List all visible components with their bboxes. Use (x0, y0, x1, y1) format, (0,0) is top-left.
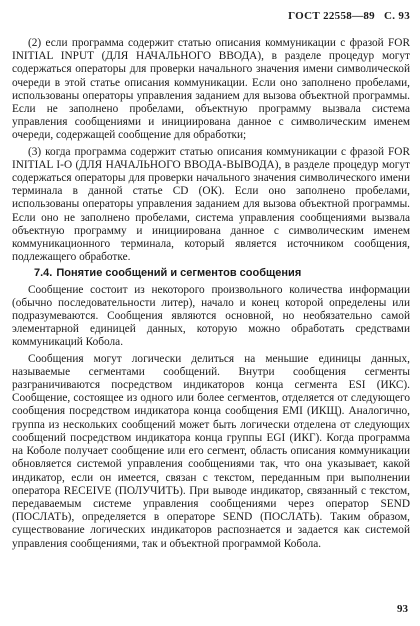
header-page-reference: С. 93 (384, 10, 410, 22)
section-heading (12, 267, 410, 280)
running-header (282, 10, 410, 22)
paragraph-item-3: (3) когда программа содержит статью описания коммуникации с фразой FOR INITIAL I-O (ДЛЯ НАЧАЛЬНОГО ВВОДА-ВЫВОДА), в разделе процедур могут содержаться операторы для проверки начального значения символического имени терминала в данной статье CD (ОК). Если оно заполнено пробелами, использованы операторы управления заданием для вызова объектной программы. Если оно не заполнено пробелами, система управления сообщениями вызвала объектную программу и инициирована данное с символическим именем коммуникационного терминала, который является источником сообщения, подлежащего обработке. (12, 145, 410, 264)
standard-designation: ГОСТ 22558—89 (288, 10, 375, 22)
paragraph-item-2: (2) если программа содержит статью описания коммуникации с фразой FOR INITIAL INPUT (ДЛЯ НАЧАЛЬНОГО ВВОДА), в разделе процедур могут содержаться операторы для проверки начального значения имени символической очереди в этой статье описания коммуникации. Если оно заполнено пробелами, использованы операторы управления заданием для вызова объектной программы. Если не заполнено пробелами, объектную программу вызвала система управления сообщениями и инициирована данное с символическим именем очереди, содержащей сообщение для обработки; (12, 37, 410, 142)
section-title: Понятие сообщений и сегментов сообщения (56, 267, 302, 280)
section-paragraph: Сообщения могут логически делиться на меньшие единицы данных, называемые сегментами сообщений. Внутри сообщения сегменты разграничиваются посредством индикаторов конца сегмента ESI (ИКС). Сообщение, состоящее из одного или более сегментов, отделяется от следующего сообщения посредством индикатора конца сообщения EMI (ИКЩ). Аналогично, группа из нескольких сообщений может быть логически отделена от следующих сообщений посредством индикатора конца группы EGI (ИКГ). Когда программа на Коболе получает сообщение или его сегмент, область описания коммуникации обновляется системой управления сообщениями так, что она указывает, какой индикатор, если он имеется, связан с текстом, переданным при выполнении оператора RECEIVE (ПОЛУЧИТЬ). При выводе индикатор, связанный с текстом, передаваемым системе управления сообщениями через оператор SEND (ПОСЛАТЬ), определяется в операторе SEND (ПОСЛАТЬ). Таким образом, существование логических индикаторов распознается и задается как системой управления сообщениями, так и объектной программой Кобола. (12, 352, 410, 550)
page-number: 93 (397, 603, 408, 615)
body-text (12, 37, 410, 554)
section-number: 7.4. (34, 267, 53, 280)
section-paragraph: Сообщение состоит из некоторого произвольного количества информации (обычно последовательности литер), начало и конец которой определены или подразумеваются. Сообщения являются основной, но необязательно самой элементарной единицей данных, которую можно обработать средствами коммуникаций Кобола. (12, 283, 410, 349)
